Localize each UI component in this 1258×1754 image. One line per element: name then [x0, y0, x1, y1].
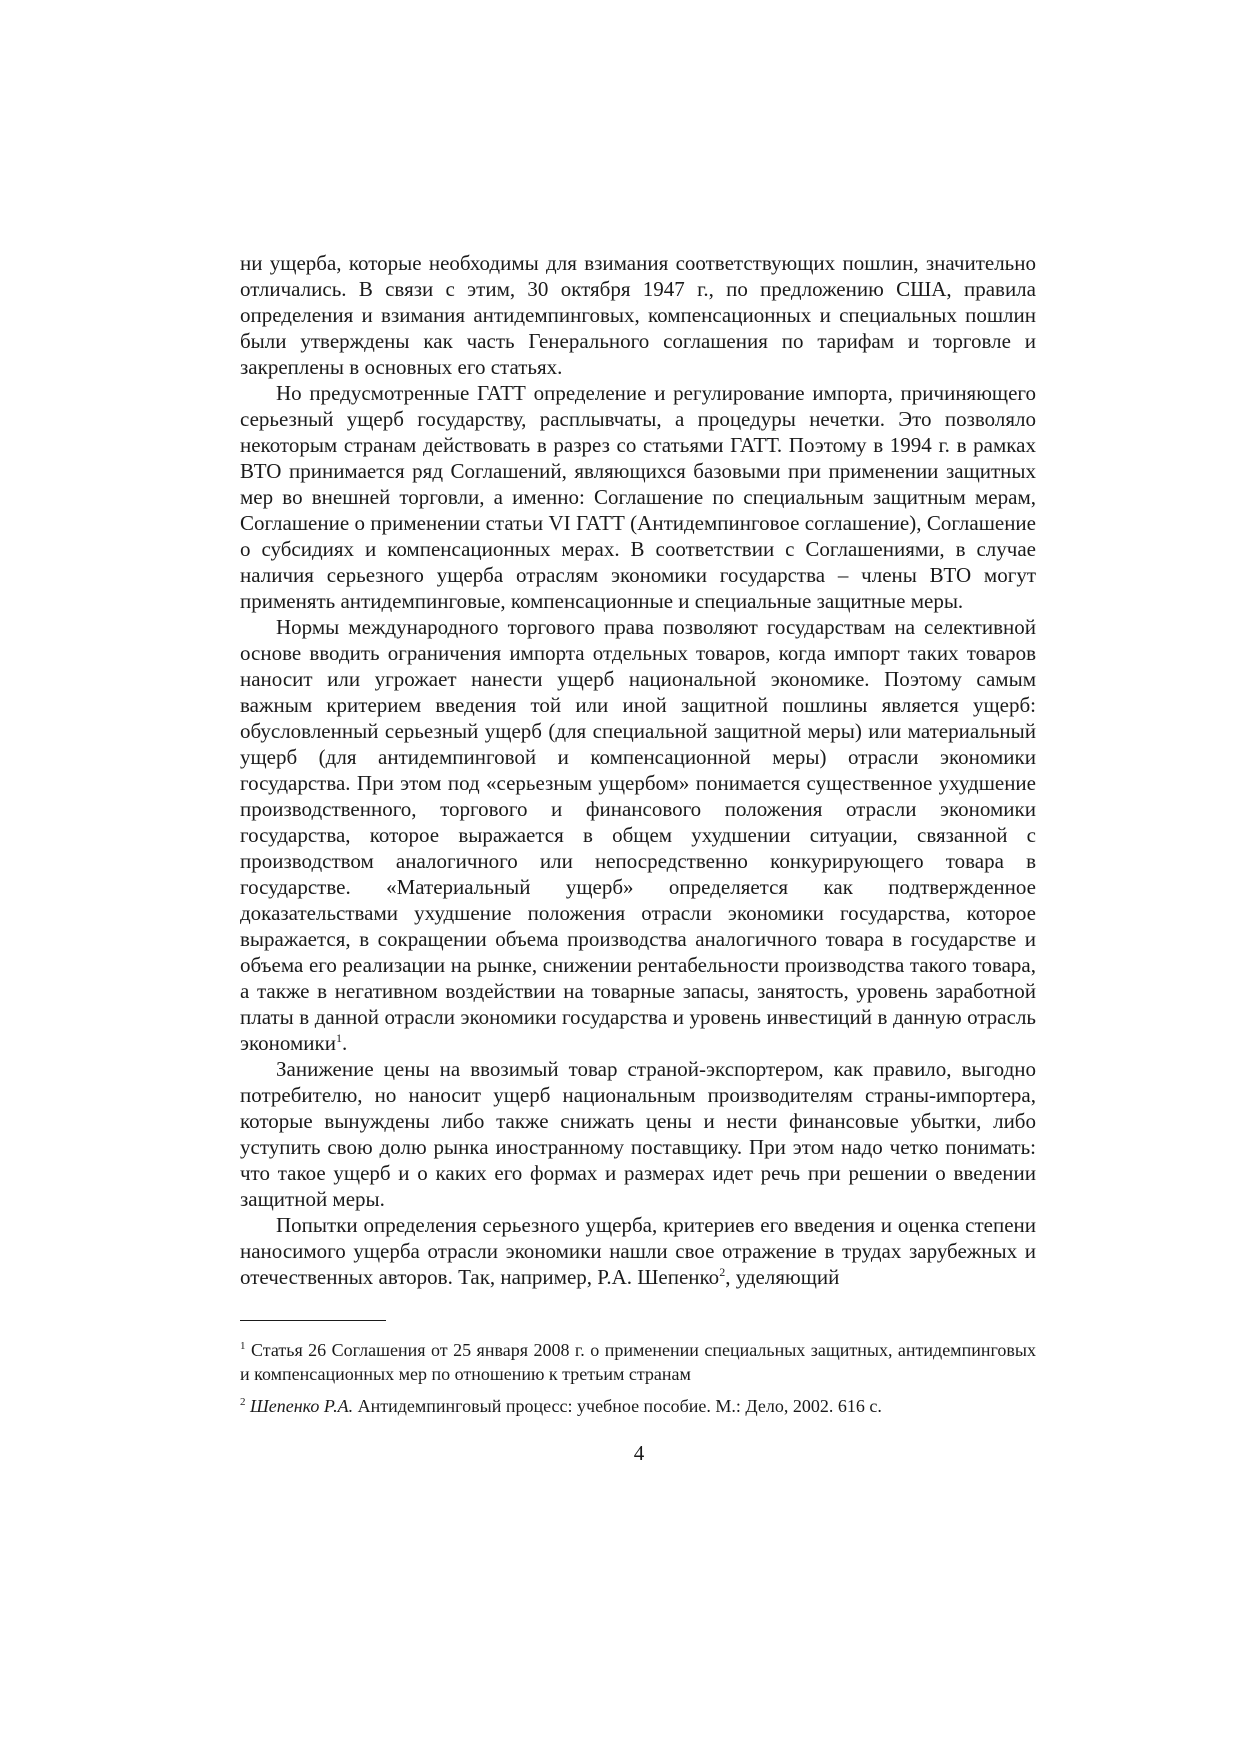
footnote-1-text: Статья 26 Соглашения от 25 января 2008 г. о применении специальных защитных, антидемпинговых и компенсационных мер по отношению к третьим странам	[240, 1340, 1036, 1384]
paragraph-3-text: Нормы международного торгового права позволяют государствам на селективной основе вводить ограничения импорта отдельных товаров, когда импорт таких товаров наносит или угрожает нанести ущерб национальной экономике. Поэтому самым важным критерием введения той или иной защитной пошлины является ущерб: обусловленный серьезный ущерб (для специальной защитной меры) или материальный ущерб (для антидемпинговой и компенсационной меры) отрасли экономики государства. При этом под «серьезным ущербом» понимается существенное ухудшение производственного, торгового и финансового положения отрасли экономики государства, которое выражается в общем ухудшении ситуации, связанной с производством аналогичного или непосредственно конкурирующего товара в государстве. «Материальный ущерб» определяется как подтвержденное доказательствами ухудшение положения отрасли экономики государства, которое выражается, в сокращении объема производства аналогичного товара в государстве и объема его реализации на рынке, снижении рентабельности производства такого товара, а также в негативном воздействии на товарные запасы, занятость, уровень заработной платы в данной отрасли экономики государства и уровень инвестиций в данную отрасль экономики	[240, 615, 1036, 1055]
footnote-2	[240, 1394, 1036, 1418]
main-text	[240, 250, 1036, 1290]
paragraph-5-text: Попытки определения серьезного ущерба, критериев его введения и оценка степени наносимого ущерба отрасли экономики нашли свое отражение в трудах зарубежных и отечественных авторов. Так, например, Р.А. Шепенко	[240, 1213, 1036, 1289]
paragraph-3-tail: .	[341, 1031, 348, 1055]
paragraph-2	[240, 380, 1036, 614]
paragraph-4	[240, 1056, 1036, 1212]
footnote-1	[240, 1338, 1036, 1386]
paragraph-1	[240, 250, 1036, 380]
footnote-ref-1[interactable]: 1	[335, 1031, 342, 1045]
footnotes	[240, 1338, 1036, 1426]
paragraph-4-text: Занижение цены на ввозимый товар страной-экспортером, как правило, выгодно потребителю, но наносит ущерб национальным производителям страны-импортера, которые вынуждены либо также снижать цены и нести финансовые убытки, либо уступить свою долю рынка иностранному поставщику. При этом надо четко понимать: что такое ущерб и о каких его формах и размерах идет речь при решении о введении защитной меры.	[240, 1057, 1036, 1211]
footnote-2-text: Антидемпинговый процесс: учебное пособие. М.: Дело, 2002. 616 с.	[357, 1396, 882, 1416]
footnote-2-author: Шепенко Р.А.	[250, 1396, 354, 1416]
page-number: 4	[633, 1441, 645, 1465]
footnote-divider	[240, 1320, 386, 1321]
paragraph-1-text: ни ущерба, которые необходимы для взимания соответствующих пошлин, значительно отличались. В связи с этим, 30 октября 1947 г., по предложению США, правила определения и взимания антидемпинговых, компенсационных и специальных пошлин были утверждены как часть Генерального соглашения по тарифам и торговле и закреплены в основных его статьях.	[240, 251, 1036, 379]
footnote-ref-2[interactable]: 2	[719, 1265, 726, 1279]
paragraph-3	[240, 614, 1036, 1056]
footnote-1-mark: 1	[240, 1340, 246, 1352]
footnote-2-mark: 2	[240, 1396, 246, 1408]
paragraph-2-text: Но предусмотренные ГАТТ определение и регулирование импорта, причиняющего серьезный ущерб государству, расплывчаты, а процедуры нечетки. Это позволяло некоторым странам действовать в разрез со статьями ГАТТ. Поэтому в 1994 г. в рамках ВТО принимается ряд Соглашений, являющихся базовыми при применении защитных мер во внешней торговли, а именно: Соглашение по специальным защитным мерам, Соглашение о применении статьи VI ГАТТ (Антидемпинговое соглашение), Соглашение о субсидиях и компенсационных мерах. В соответствии с Соглашениями, в случае наличия серьезного ущерба отраслям экономики государства – члены ВТО могут применять антидемпинговые, компенсационные и специальные защитные меры.	[240, 381, 1036, 613]
paragraph-5-tail: , уделяющий	[725, 1265, 840, 1289]
paragraph-5	[240, 1212, 1036, 1290]
